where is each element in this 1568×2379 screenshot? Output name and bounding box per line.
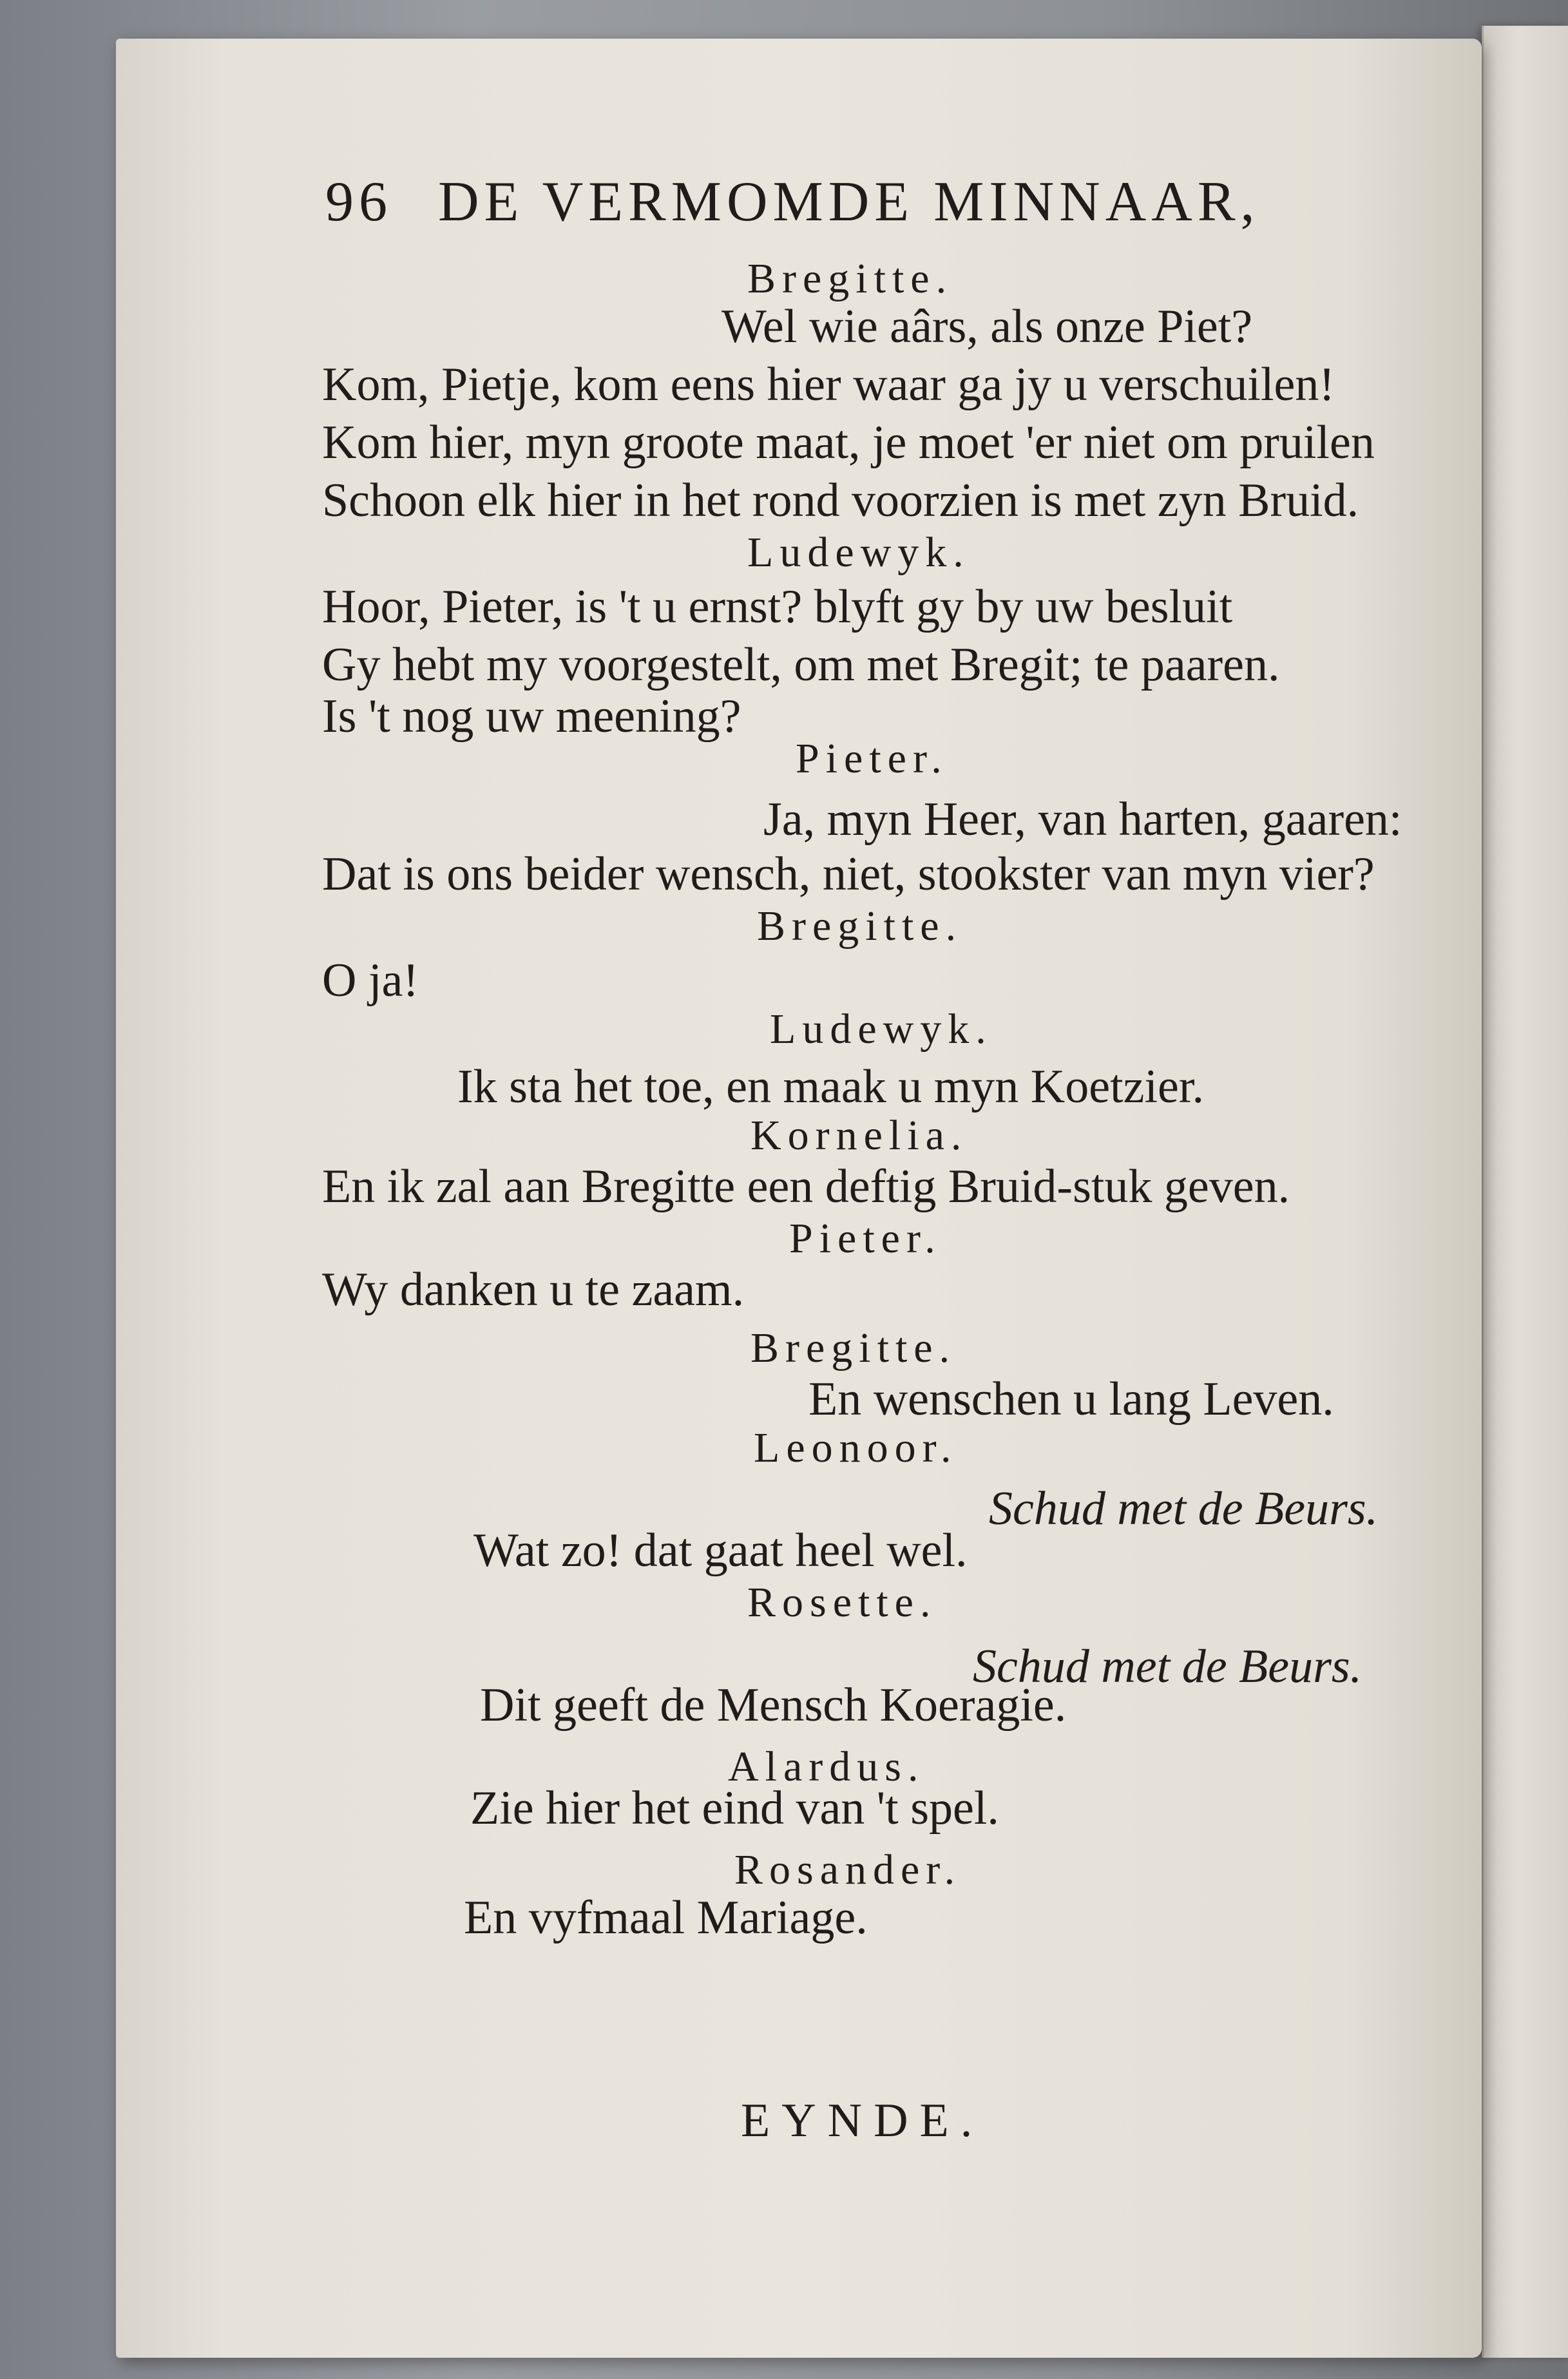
verse-line: En wenschen u lang Leven. [808,1373,1334,1426]
verse-line: En vyfmaal Mariage. [464,1891,868,1944]
running-title: DE VERMOMDE MINNAAR, [438,171,1260,233]
speaker-name: Leonoor. [754,1424,958,1471]
verse-line: Wel wie aârs, als onze Piet? [722,300,1253,353]
speaker-name: Rosander. [734,1846,962,1893]
next-page-edge [1482,26,1568,2358]
speaker-name: Bregitte. [747,255,953,302]
verse-line: Is 't nog uw meening? [322,690,741,743]
end-marker: EYNDE. [741,2094,984,2147]
verse-line: Ik sta het toe, en maak u myn Koetzier. [457,1060,1204,1113]
page-number: 96 [325,171,392,233]
speaker-name: Alardus. [728,1743,925,1790]
speaker-name: Rosette. [747,1579,937,1626]
speaker-name: Kornelia. [751,1112,968,1159]
verse-line: Zie hier het eind van 't spel. [470,1782,999,1835]
speaker-name: Pieter. [796,735,948,782]
verse-line: Gy hebt my voorgestelt, om met Bregit; te paaren. [322,638,1280,691]
verse-line: Ja, myn Heer, van harten, gaaren: [763,793,1402,846]
speaker-name: Ludewyk. [747,529,970,576]
verse-line: Hoor, Pieter, is 't u ernst? blyft gy by uw besluit [322,580,1233,633]
verse-line: Dit geeft de Mensch Koeragie. [480,1679,1067,1732]
speaker-name: Bregitte. [751,1324,957,1371]
stage-direction: Schud met de Beurs. [989,1482,1379,1535]
verse-line: Wy danken u te zaam. [322,1263,745,1316]
verse-line: Dat is ons beider wensch, niet, stookster van myn vier? [322,848,1375,901]
stage-direction: Schud met de Beurs. [973,1640,1362,1693]
speaker-name: Ludewyk. [770,1006,993,1053]
verse-line: O ja! [322,954,419,1007]
verse-line: Schoon elk hier in het rond voorzien is met zyn Bruid. [322,474,1359,527]
verse-line: Wat zo! dat gaat heel wel. [473,1524,968,1577]
verse-line: Kom hier, myn groote maat, je moet 'er niet om pruilen [322,416,1375,469]
speaker-name: Pieter. [789,1215,942,1262]
verse-line: Kom, Pietje, kom eens hier waar ga jy u verschuilen! [322,358,1335,411]
speaker-name: Bregitte. [757,903,963,950]
verse-line: En ik zal aan Bregitte een deftig Bruid-stuk geven. [322,1160,1290,1213]
